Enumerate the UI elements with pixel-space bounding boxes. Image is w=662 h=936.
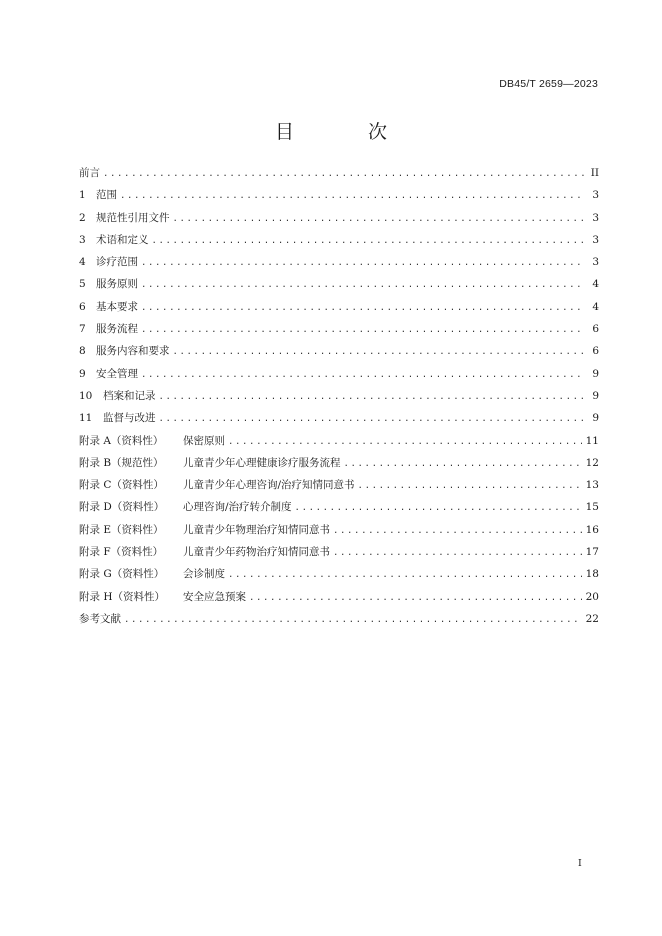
toc-annex-number: 附录 G（资料性） <box>79 568 165 581</box>
dot-leader <box>173 214 586 224</box>
toc-entry-5[interactable] <box>79 276 599 298</box>
toc-entry-number: 9 <box>79 367 86 380</box>
toc-entry-label: 范围 <box>96 189 117 202</box>
toc-entry-2[interactable] <box>79 210 599 232</box>
dot-leader <box>159 414 586 424</box>
toc-annex-number: 附录 F（资料性） <box>79 546 164 559</box>
toc-entry-page: 12 <box>585 456 599 469</box>
dot-leader <box>173 347 586 357</box>
dot-leader <box>124 615 582 625</box>
toc-entry-number: 6 <box>79 300 86 313</box>
toc-entry-page: II <box>590 167 599 179</box>
toc-entry-page: 4 <box>592 300 599 313</box>
toc-entry-number: 3 <box>79 233 86 246</box>
toc-entry-annex-c[interactable] <box>79 477 599 499</box>
toc-entry-label: 监督与改进 <box>103 412 156 425</box>
table-of-contents <box>79 165 599 633</box>
toc-annex-number: 附录 E（资料性） <box>79 523 164 536</box>
toc-entry-label: 服务内容和要求 <box>96 345 170 358</box>
toc-entry-page: 9 <box>592 389 599 402</box>
toc-entry-label: 诊疗范围 <box>96 256 138 269</box>
dot-leader <box>249 593 582 603</box>
dot-leader <box>141 280 585 290</box>
toc-entry-number: 11 <box>79 412 93 425</box>
dot-leader <box>295 503 582 513</box>
toc-entry-label: 规范性引用文件 <box>96 211 170 224</box>
toc-entry-page: 11 <box>585 434 599 447</box>
toc-entry-label: 档案和记录 <box>103 389 156 402</box>
toc-entry-8[interactable] <box>79 343 599 365</box>
toc-entry-label: 服务原则 <box>96 278 138 291</box>
toc-entry-page: 4 <box>592 278 599 291</box>
toc-annex-number: 附录 H（资料性） <box>79 590 165 603</box>
toc-entry-label: 心理咨询/治疗转介制度 <box>183 501 292 514</box>
toc-entry-page: 13 <box>585 479 599 492</box>
toc-entry-number: 7 <box>79 323 86 336</box>
dot-leader <box>120 191 585 201</box>
page-title: 目 次 <box>274 120 422 143</box>
toc-entry-page: 3 <box>592 211 599 224</box>
toc-entry-label: 服务流程 <box>96 323 138 336</box>
toc-entry-6[interactable] <box>79 299 599 321</box>
toc-entry-page: 20 <box>585 590 599 603</box>
toc-annex-number: 附录 A（资料性） <box>79 434 164 447</box>
toc-entry-number: 2 <box>79 211 86 224</box>
toc-entry-10[interactable] <box>79 388 599 410</box>
dot-leader <box>358 481 582 491</box>
toc-entry-page: 3 <box>592 189 599 202</box>
dot-leader <box>152 236 586 246</box>
toc-entry-page: 17 <box>585 546 599 559</box>
toc-entry-annex-e[interactable] <box>79 522 599 544</box>
toc-entry-annex-d[interactable] <box>79 499 599 521</box>
toc-entry-label: 会诊制度 <box>183 568 225 581</box>
dot-leader <box>344 459 582 469</box>
toc-entry-page: 18 <box>585 568 599 581</box>
toc-entry-annex-f[interactable] <box>79 544 599 566</box>
toc-entry-number: 4 <box>79 256 86 269</box>
toc-entry-page: 16 <box>585 523 599 536</box>
dot-leader <box>141 303 585 313</box>
toc-entry-label: 儿童青少年心理健康诊疗服务流程 <box>183 456 341 469</box>
toc-entry-annex-h[interactable] <box>79 589 599 611</box>
toc-entry-label: 安全管理 <box>96 367 138 380</box>
toc-entry-foreword[interactable] <box>79 165 599 187</box>
dot-leader <box>333 548 582 558</box>
toc-entry-page: 3 <box>592 256 599 269</box>
toc-entry-page: 3 <box>592 233 599 246</box>
toc-entry-page: 6 <box>592 345 599 358</box>
toc-entry-label: 基本要求 <box>96 300 138 313</box>
toc-entry-page: 6 <box>592 323 599 336</box>
toc-entry-references[interactable] <box>79 611 599 633</box>
dot-leader <box>228 437 582 447</box>
toc-entry-number: 1 <box>79 189 86 202</box>
toc-entry-page: 22 <box>585 612 599 625</box>
toc-entry-number: 8 <box>79 345 86 358</box>
dot-leader <box>159 392 586 402</box>
toc-entry-1[interactable] <box>79 187 599 209</box>
toc-entry-9[interactable] <box>79 366 599 388</box>
toc-entry-4[interactable] <box>79 254 599 276</box>
toc-entry-label: 前言 <box>79 167 100 179</box>
toc-entry-page: 15 <box>585 501 599 514</box>
dot-leader <box>141 370 585 380</box>
document-code: DB45/T 2659—2023 <box>499 78 598 90</box>
toc-entry-annex-a[interactable] <box>79 433 599 455</box>
toc-entry-label: 儿童青少年物理治疗知情同意书 <box>183 523 330 536</box>
toc-entry-label: 参考文献 <box>79 612 121 625</box>
toc-entry-number: 5 <box>79 278 86 291</box>
dot-leader <box>141 258 585 268</box>
toc-entry-number: 10 <box>79 389 93 402</box>
dot-leader <box>333 526 582 536</box>
dot-leader <box>103 169 585 179</box>
dot-leader <box>228 570 582 580</box>
toc-entry-page: 9 <box>592 412 599 425</box>
toc-annex-number: 附录 D（资料性） <box>79 501 165 514</box>
toc-entry-7[interactable] <box>79 321 599 343</box>
toc-entry-label: 保密原则 <box>183 434 225 447</box>
toc-entry-label: 儿童青少年心理咨询/治疗知情同意书 <box>183 479 355 492</box>
toc-entry-annex-b[interactable] <box>79 455 599 477</box>
toc-entry-label: 安全应急预案 <box>183 590 246 603</box>
toc-entry-page: 9 <box>592 367 599 380</box>
page-number: I <box>578 858 582 869</box>
toc-annex-number: 附录 C（资料性） <box>79 479 164 492</box>
toc-annex-number: 附录 B（规范性） <box>79 456 164 469</box>
toc-entry-label: 儿童青少年药物治疗知情同意书 <box>183 546 330 559</box>
toc-entry-3[interactable] <box>79 232 599 254</box>
dot-leader <box>141 325 585 335</box>
toc-entry-label: 术语和定义 <box>96 233 149 246</box>
toc-entry-11[interactable] <box>79 410 599 432</box>
toc-entry-annex-g[interactable] <box>79 566 599 588</box>
